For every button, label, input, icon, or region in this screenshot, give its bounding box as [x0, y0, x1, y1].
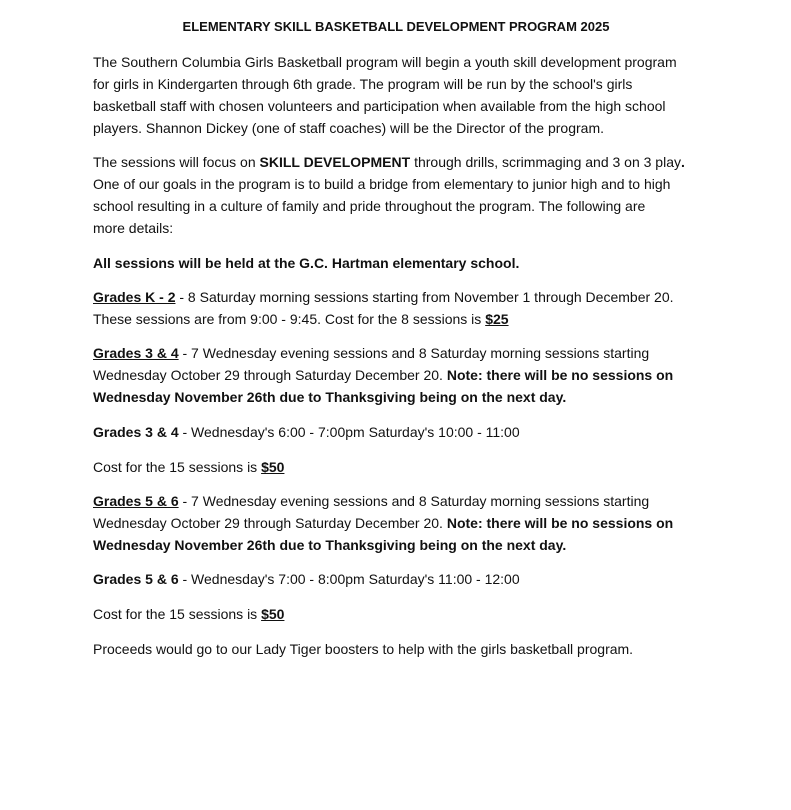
- focus-text: The sessions will focus on: [93, 154, 260, 170]
- intro-line: basketball staff with chosen volunteers and participation when available from the high school: [93, 98, 666, 114]
- grades-56-line: [93, 512, 703, 534]
- grades-56-line: [93, 490, 703, 512]
- grades-56-section: [93, 490, 703, 556]
- grades-k2-price: $25: [485, 311, 509, 327]
- intro-line: The Southern Columbia Girls Basketball program will begin a youth skill development program: [93, 54, 677, 70]
- grades-56-cost: [93, 603, 703, 625]
- grades-56-note-line: Wednesday November 26th due to Thanksgiving being on the next day.: [93, 537, 567, 553]
- location-note: All sessions will be held at the G.C. Hartman elementary school.: [93, 255, 520, 271]
- focus-paragraph: [93, 151, 703, 239]
- grades-34-label: Grades 3 & 4: [93, 345, 179, 361]
- grades-34-note-line: Wednesday November 26th due to Thanksgiving being on the next day.: [93, 389, 567, 405]
- grades-56-note: Note: there will be no sessions on: [446, 515, 674, 531]
- grades-k2-label: Grades K - 2: [93, 289, 176, 305]
- grades-34-note: Note: there will be no sessions on: [446, 367, 674, 383]
- focus-line: [93, 151, 703, 173]
- grades-34-text: - 7 Wednesday evening sessions and 8 Saturday morning sessions starting: [178, 345, 650, 361]
- focus-line: One of our goals in the program is to build a bridge from elementary to junior high and to high: [93, 176, 671, 192]
- focus-line: more details:: [93, 220, 174, 236]
- grades-k2-text: - 8 Saturday morning sessions starting from November 1 through December 20.: [175, 289, 674, 305]
- document-title: ELEMENTARY SKILL BASKETBALL DEVELOPMENT PROGRAM 2025: [182, 19, 610, 34]
- intro-line: for girls in Kindergarten through 6th grade. The program will be run by the school's girls: [93, 76, 633, 92]
- grades-34-times-label: Grades 3 & 4: [93, 424, 179, 440]
- focus-period: .: [681, 154, 685, 170]
- grades-56-times-label: Grades 5 & 6: [93, 571, 179, 587]
- proceeds-note: Proceeds would go to our Lady Tiger boosters to help with the girls basketball program.: [93, 641, 634, 657]
- grades-34-cost: [93, 456, 703, 478]
- grades-56-price: $50: [261, 606, 285, 622]
- grades-34-times: [93, 421, 703, 443]
- focus-line: school resulting in a culture of family and pride throughout the program. The following are: [93, 198, 646, 214]
- grades-k2-section: [93, 286, 703, 330]
- grades-56-label: Grades 5 & 6: [93, 493, 179, 509]
- grades-k2-line: [93, 308, 703, 330]
- grades-56-text: - 7 Wednesday evening sessions and 8 Saturday morning sessions starting: [178, 493, 650, 509]
- intro-line: players. Shannon Dickey (one of staff coaches) will be the Director of the program.: [93, 120, 604, 136]
- focus-text: through drills, scrimmaging and 3 on 3 play: [410, 154, 681, 170]
- intro-paragraph: [93, 51, 703, 139]
- grades-34-line: [93, 364, 703, 386]
- grades-34-times-text: - Wednesday's 6:00 - 7:00pm Saturday's 10:00 - 11:00: [178, 424, 520, 440]
- grades-56-times-text: - Wednesday's 7:00 - 8:00pm Saturday's 11:00 - 12:00: [178, 571, 520, 587]
- grades-56-dates: Wednesday October 29 through Saturday December 20.: [93, 515, 447, 531]
- grades-34-section: [93, 342, 703, 408]
- grades-34-price: $50: [261, 459, 285, 475]
- grades-34-cost-text: Cost for the 15 sessions is: [93, 459, 262, 475]
- skill-development-emphasis: SKILL DEVELOPMENT: [259, 154, 411, 170]
- grades-56-times: [93, 568, 703, 590]
- grades-34-dates: Wednesday October 29 through Saturday December 20.: [93, 367, 447, 383]
- grades-k2-cost-text: These sessions are from 9:00 - 9:45. Cost for the 8 sessions is: [93, 311, 486, 327]
- grades-k2-line: [93, 286, 703, 308]
- grades-34-line: [93, 342, 703, 364]
- grades-56-cost-text: Cost for the 15 sessions is: [93, 606, 262, 622]
